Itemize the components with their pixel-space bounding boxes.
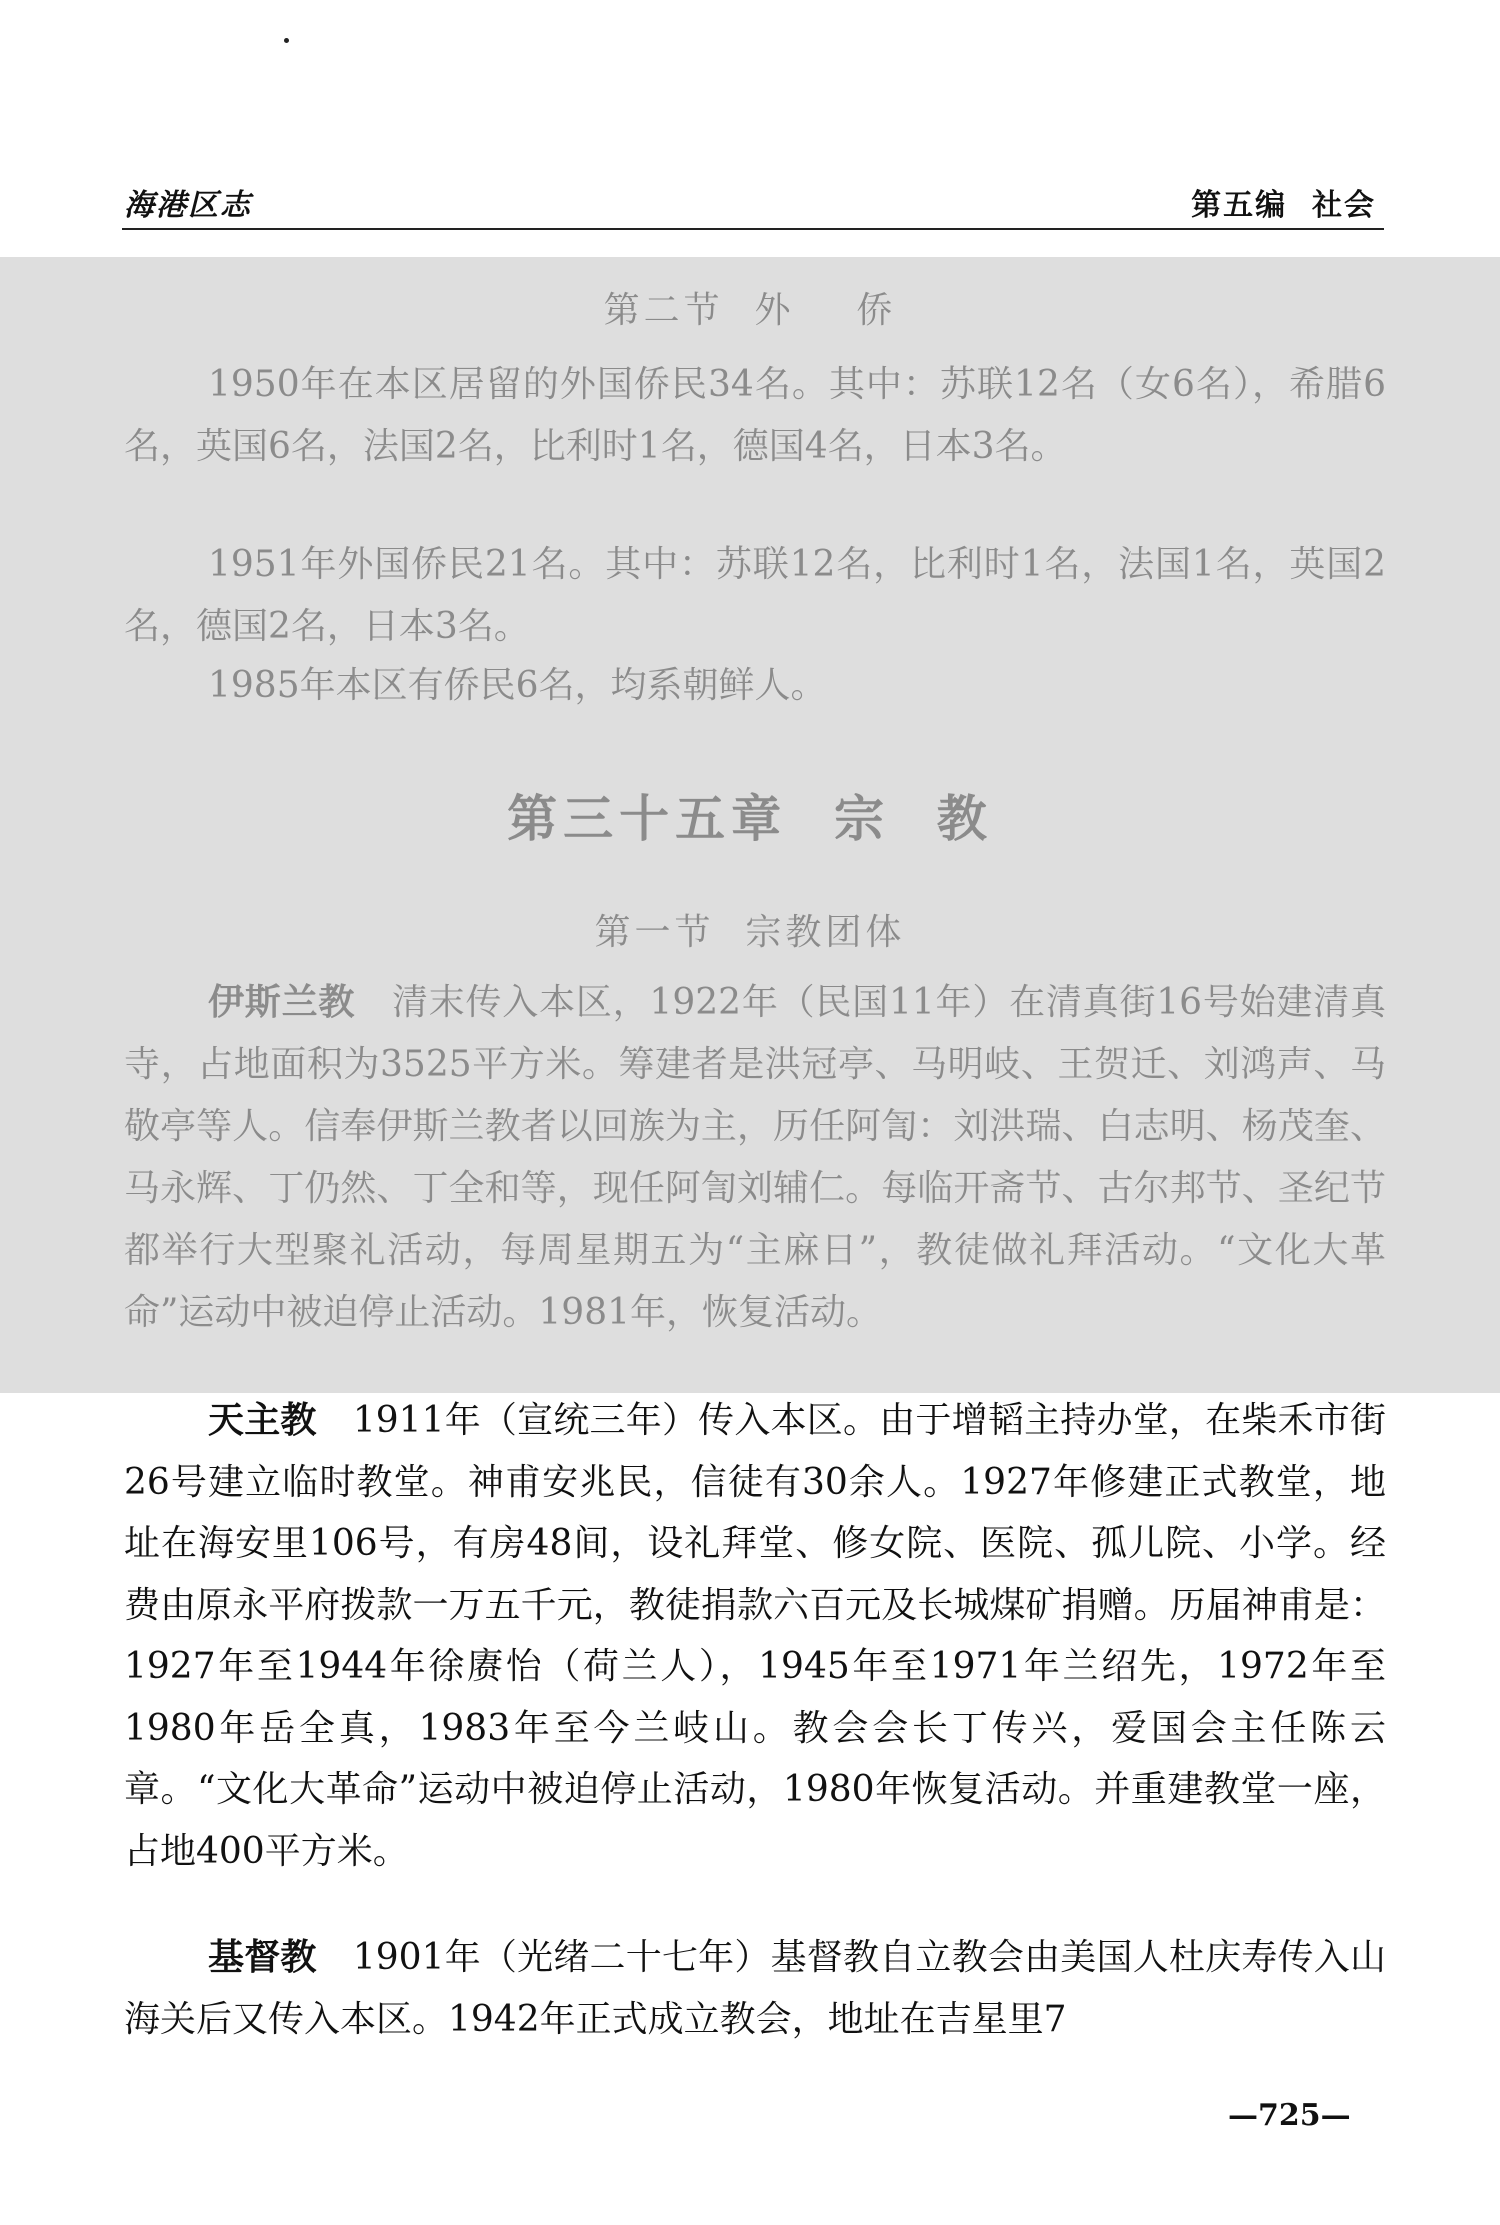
paragraph-islam <box>124 971 1386 1344</box>
paragraph-catholic <box>124 1390 1386 1882</box>
paragraph-1985: 1985年本区有侨民6名，均系朝鲜人。 <box>208 665 827 706</box>
text-catholic: 1911年（宣统三年）传入本区。由于增韬主持办堂，在柴禾市街26号建立临时教堂。神甫安兆民，信徒有30余人。1927年修建正式教堂，地址在海安里106号，有房48间，设礼拜堂、修女院、医院、孤儿院、小学。经费由原永平府拨款一万五千元，教徒捐款六百元及长城煤矿捐赠。历届神甫是：1927年至1944年徐赓怡（荷兰人），1945年至1971年兰绍先，1972年至1980年岳全真，1983年至今兰岐山。教会会长丁传兴，爱国会主任陈云章。“文化大革命”运动中被迫停止活动，1980年恢复活动。并重建教堂一座，占地400平方米。 <box>124 1400 1386 1872</box>
text-islam: 清末传入本区，1922年（民国11年）在清真街16号始建清真寺，占地面积为3525平方米。筹建者是洪冠亭、马明岐、王贺迁、刘鸿声、马敬亭等人。信奉伊斯兰教者以回族为主，历任阿訇：刘洪瑞、白志明、杨茂奎、马永辉、丁仍然、丁全和等，现任阿訇刘辅仁。每临开斋节、古尔邦节、圣纪节都举行大型聚礼活动，每周星期五为“主麻日”，教徒做礼拜活动。“文化大革命”运动中被迫停止活动。1981年，恢复活动。 <box>124 982 1386 1333</box>
page-number: —725— <box>1228 2098 1351 2133</box>
chapter-title-religion: 第三十五章 宗 教 <box>507 789 993 848</box>
term-islam: 伊斯兰教 <box>208 981 356 1023</box>
term-catholic: 天主教 <box>208 1399 317 1441</box>
paragraph-1950: 1950年在本区居留的外国侨民34名。其中：苏联12名（女6名），希腊6名，英国6名，法国2名，比利时1名，德国4名，日本3名。 <box>124 364 1386 467</box>
section-title-foreign-residents: 第二节 外 侨 <box>603 290 897 331</box>
book-title: 海港区志 <box>124 188 252 223</box>
paragraph-protestant <box>124 1927 1386 2050</box>
scan-speck <box>284 38 289 43</box>
part-title: 第五编 社会 <box>1191 188 1376 223</box>
text-protestant: 1901年（光绪二十七年）基督教自立教会由美国人杜庆寿传入山海关后又传入本区。1942年正式成立教会，地址在吉星里7 <box>124 1937 1386 2040</box>
page-header <box>122 176 1384 234</box>
paragraph-1951: 1951年外国侨民21名。其中：苏联12名，比利时1名，法国1名，英国2名，德国2名，日本3名。 <box>124 544 1386 647</box>
term-protestant: 基督教 <box>208 1936 317 1978</box>
section-title-religious-groups: 第一节 宗教团体 <box>594 912 906 953</box>
header-rule <box>122 228 1384 230</box>
